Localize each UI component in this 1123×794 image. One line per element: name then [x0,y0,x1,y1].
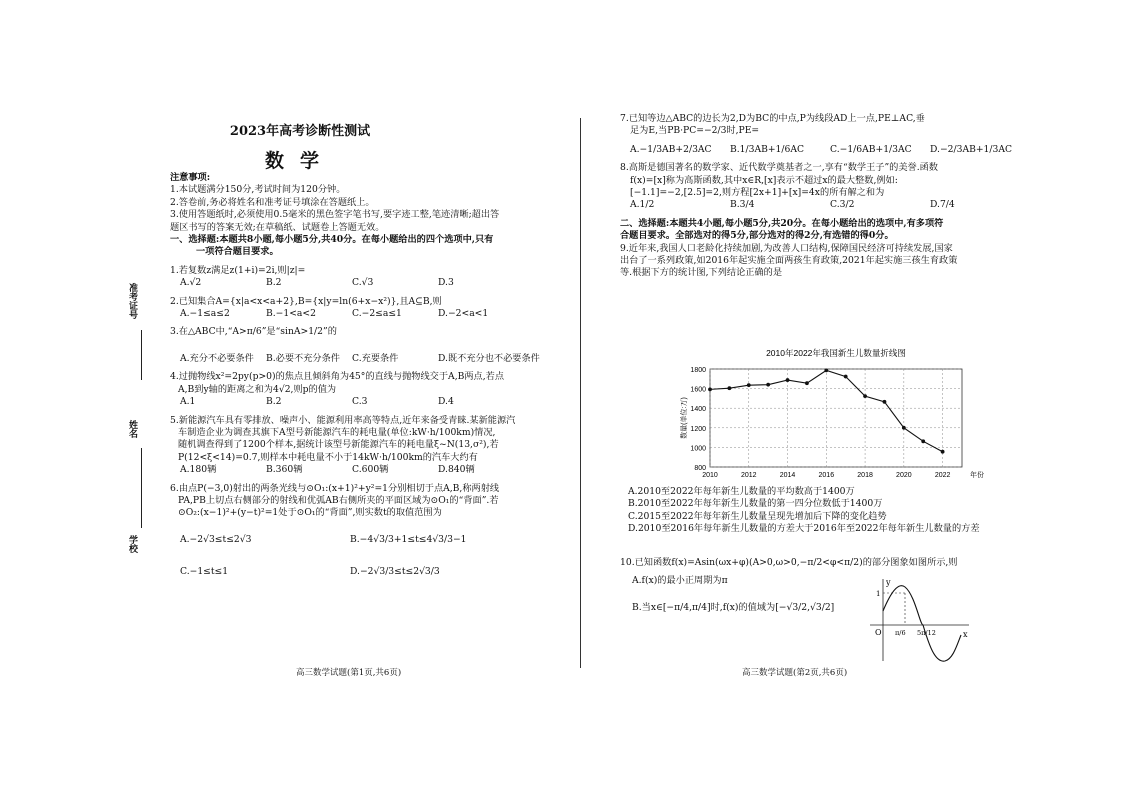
question-4 [170,365,550,408]
y-tick-label: 1400 [690,406,706,414]
question-6 [170,477,550,579]
notes [170,184,550,234]
option-d: D.−2/3AB+1/3AC [930,143,1012,155]
x-tick-label: 2016 [818,472,835,479]
option-c: C.−1≤t≤1 [180,566,229,578]
question-2 [170,290,550,321]
data-point-2020 [902,426,906,430]
option-c: C.√3 [352,277,374,289]
question-5 [170,409,550,477]
question-text: 2.已知集合A={x|a<x<a+2},B={x|y=ln(6+x−x²)},且A⊆B,则 [170,295,442,307]
option-d: D.4 [438,396,454,408]
option-b: B.2010至2022年每年新生儿数量的第一四分位数低于1400万 [628,498,883,510]
x-tick-label: 2014 [779,472,796,479]
option-a: A.1/2 [630,199,655,211]
question-text: f(x)=[x]称为高斯函数,其中x∈R,[x]表示不超过x的最大整数,例如: [630,174,898,186]
y-tick-label: 1200 [690,425,706,433]
data-point-2022 [941,450,945,454]
sine-curve [883,586,961,662]
question-text: 车制造企业为调查其旗下A型号新能源汽车的耗电量(单位:kW·h/100km)情况, [178,426,496,438]
options-row [620,199,1050,211]
y-tick-label: 800 [694,465,706,472]
page-footer: 高三数学试题(第2页,共6页) [742,668,848,678]
option-c: C.2015至2022年每年新生儿数量呈现先增加后下降的变化趋势 [628,510,887,522]
options-row [170,534,550,546]
option-b: B.2 [266,396,282,408]
question-text: 6.由点P(−3,0)射出的两条光线与⊙O₁:(x+1)²+y²=1分别相切于点A,B,称两射线 [170,482,500,494]
option-a: A.2010至2022年每年新生儿数量的平均数高于1400万 [628,486,855,497]
question-text: 随机调查得到了1200个样本,据统计该型号新能源汽车的耗电量ξ~N(13,σ²),若 [178,439,499,451]
note-line: 题区书写的答案无效;在草稿纸、试题卷上答题无效。 [170,221,385,233]
options-row [170,277,550,289]
option-a: A.−1/3AB+2/3AC [630,143,712,155]
sine-graph [865,575,975,665]
option-d: D.−2√3/3≤t≤2√3/3 [350,566,440,578]
question-8 [620,162,1050,218]
option-b: B.当x∈[−π/4,π/4]时,f(x)的值域为[−√3/2,√3/2] [632,601,835,613]
note-line: 3.使用答题纸时,必须使用0.5毫米的黑色签字笔书写,要字迹工整,笔迹清晰;超出答 [170,209,500,221]
y-tick-label: 1000 [690,445,706,453]
question-text: 4.过抛物线x²=2py(p>0)的焦点且倾斜角为45°的直线与抛物线交于A,B两点,若点 [170,371,505,383]
option-a: A.1 [180,396,196,408]
y-tick-label: 1800 [690,367,706,374]
binding-line [141,448,142,528]
option-b: B.360辆 [266,464,303,476]
binding-label-name: 姓名 [127,420,137,438]
data-point-2012 [747,383,751,387]
data-point-2016 [824,368,828,372]
spacer [170,339,550,353]
option-d: D.既不充分也不必要条件 [438,352,540,364]
tick-pi-6: π/6 [895,629,906,637]
spacer [170,520,550,534]
x-tick-label: 2012 [740,472,757,479]
x-axis-label: x [963,630,968,639]
section-line: 一、选择题:本题共8小题,每小题5分,共40分。在每小题给出的四个选项中,只有 [170,234,494,246]
binding-label-school: 学校 [127,535,137,553]
option-b: B.1/3AB+1/6AC [730,143,804,155]
question-9-options [628,486,1058,536]
option-d: D.7/4 [930,199,955,211]
page-footer: 高三数学试题(第1页,共6页) [296,668,402,678]
question-text: 7.已知等边△ABC的边长为2,D为BC的中点,P为线段AD上一点,PE⊥AC,垂 [620,113,925,124]
left-column [170,172,550,579]
y-tick-label: 1600 [690,386,706,394]
option-b: B.必要不充分条件 [266,352,340,364]
data-point-2021 [921,439,925,443]
question-text: 3.在△ABC中,“A>π/6”是“sinA>1/2”的 [170,326,337,338]
question-3 [170,320,550,365]
question-text: 出台了一系列政策,如2016年起实施全面两孩生育政策,2021年起实施三孩生育政策 [620,255,958,267]
note-line: 1.本试题满分150分,考试时间为120分钟。 [170,184,346,196]
option-b: B.−1<a<2 [266,308,316,320]
binding-label-exam-number: 准考证号 [127,283,137,319]
options-row [170,353,550,365]
data-point-2015 [805,381,809,385]
chart-title: 2010年2022年我国新生儿数量折线图 [766,348,906,358]
question-text: 足为E,当PB·PC=−2/3时,PE= [630,125,760,137]
option-d: D.2010至2016年每年新生儿数量的方差大于2016年至2022年每年新生儿数量的方差 [628,523,980,535]
question-text: P(12<ξ<14)=0.7,则样本中耗电量不小于14kW·h/100km的汽车大约有 [178,451,478,463]
options-row [170,464,550,476]
x-tick-label: 2020 [896,472,912,479]
question-text: 等.根据下方的统计图,下列结论正确的是 [620,267,783,279]
right-column [620,113,1050,280]
question-text: [−1.1]=−2,[2.5]=2,则方程[2x+1]+[x]=4x的所有解之和为 [630,187,885,199]
question-text: PA,PB上切点右侧部分的射线和优弧AB右侧所夹的平面区域为⊙O₁的“背面”.若 [178,494,499,506]
y-axis-label: y [886,578,891,587]
section-line: 二、选择题:本题共4小题,每小题5分,共20分。在每小题给出的选项中,有多项符 [620,217,944,229]
question-9 [620,243,1050,280]
question-list [170,259,550,579]
option-a: A.−1≤a≤2 [180,308,230,320]
question-text: ⊙O₂:(x−1)²+(y−t)²=1处于⊙O₁的“背面”,则实数t的取值范围为 [178,507,442,519]
data-point-2019 [883,400,887,404]
x-tick-label: 2010 [702,472,718,479]
question-text: 9.近年来,我国人口老龄化持续加剧,为改善人口结构,保障国民经济可持续发展,国家 [620,242,953,254]
chart-svg [662,345,992,485]
spacer [170,546,550,560]
x-tick-label: 2022 [934,472,951,479]
options-row [620,144,1050,156]
max-value-label: 1 [876,590,881,598]
option-c: C.600辆 [352,464,389,476]
x-axis-label: 年份 [970,472,984,479]
question-text: A,B到y轴的距离之和为4√2,则p的值为 [178,383,337,395]
origin-label: O [875,628,882,637]
options-row [170,566,550,578]
question-text: 5.新能源汽车具有零排放、噪声小、能源利用率高等特点,近年来备受青睐.某新能源汽 [170,414,516,426]
y-axis-label: 数量(单位:万) [681,397,688,439]
note-line: 2.答卷前,务必将姓名和准考证号填涂在答题纸上。 [170,196,375,208]
right-page [562,0,1123,794]
question-1 [170,259,550,290]
option-b: B.2 [266,277,282,289]
option-c: C.−2≤a≤1 [352,308,402,320]
left-page [0,0,561,794]
question-text: 1.若复数z满足z(1+i)=2i,则|z|= [170,264,306,276]
data-point-2011 [727,386,731,390]
question-10 [620,557,1060,614]
section-2-header [620,218,1050,243]
data-point-2010 [708,387,712,391]
option-a: A.180辆 [180,464,217,476]
question-text: 10.已知函数f(x)=Asin(ωx+φ)(A>0,ω>0,−π/2<φ<π/2)的部分图象如图所示,则 [620,557,958,568]
data-point-2014 [786,378,790,382]
option-a: A.充分不必要条件 [180,352,254,364]
section-line: 合题目要求。全部选对的得5分,部分选对的得2分,有选错的得0分。 [620,230,894,242]
option-d: D.840辆 [438,464,475,476]
option-d: D.3 [438,277,454,289]
section-line: 一项符合题目要求。 [196,246,279,258]
tick-5pi-12: 5π/12 [917,629,936,637]
options-row [170,308,550,320]
exam-title: 2023年高考诊断性测试 [229,124,371,139]
option-b: B.3/4 [730,199,755,211]
option-b: B.−4√3/3+1≤t≤4√3/3−1 [350,533,467,545]
newborn-line-chart [662,345,992,485]
option-a: A.−2√3≤t≤2√3 [180,533,252,545]
question-text: 8.高斯是德国著名的数学家、近代数学奠基者之一,享有“数学王子”的美誉.函数 [620,162,938,174]
data-point-2013 [766,383,770,387]
option-a: A.√2 [180,277,202,289]
option-c: C.3 [352,396,368,408]
option-c: C.3/2 [830,199,855,211]
data-point-2018 [863,394,867,398]
subject-title: 数学 [264,150,335,172]
question-7 [620,113,1050,162]
notes-title: 注意事项: [170,172,211,183]
option-a: A.f(x)的最小正周期为π [632,575,728,587]
option-d: D.−2<a<1 [438,308,489,320]
binding-line [141,330,142,380]
x-tick-label: 2018 [857,472,873,479]
option-c: C.充要条件 [352,352,399,364]
section-1-header [170,234,550,259]
data-point-2017 [844,375,848,379]
question-list [620,113,1050,218]
options-row [170,396,550,408]
option-c: C.−1/6AB+1/3AC [830,143,912,155]
